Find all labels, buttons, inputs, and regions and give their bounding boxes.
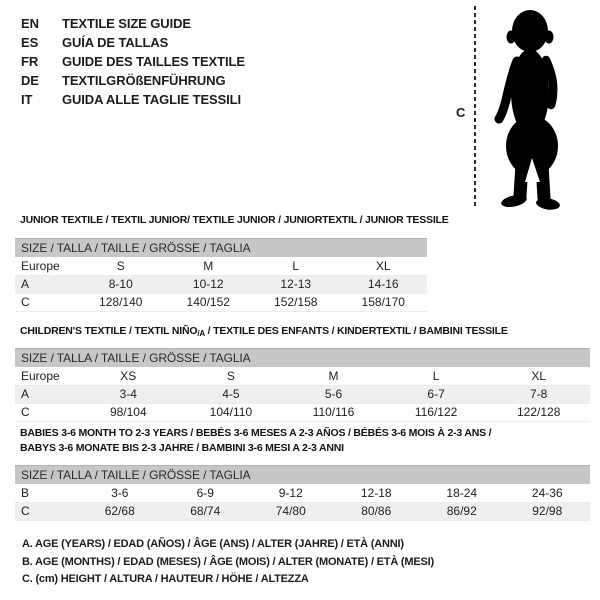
babies-size-table	[15, 465, 590, 521]
children-title-sub: /A	[197, 329, 205, 338]
lang-row-de	[21, 71, 245, 90]
size-cell: S	[77, 257, 165, 275]
legend-line-c: C. (cm) HEIGHT / ALTURA / HAUTEUR / HÖHE / ALTEZZA	[22, 573, 309, 585]
row-label: Europe	[15, 257, 77, 275]
size-cell: M	[282, 367, 385, 385]
lang-label: GUIDA ALLE TAGLIE TESSILI	[62, 92, 242, 107]
size-cell: 6-7	[385, 385, 488, 403]
size-cell: 158/170	[340, 293, 428, 311]
lang-row-es	[21, 33, 245, 52]
language-list	[21, 14, 245, 109]
size-cell: 68/74	[163, 502, 249, 520]
size-cell: 62/68	[77, 502, 163, 520]
row-label: C	[15, 403, 77, 421]
babies-title-line2: BABYS 3-6 MONATE BIS 2-3 JAHRE / BAMBINI 3-6 MESI A 2-3 ANNI	[20, 442, 344, 454]
size-header-bar: SIZE / TALLA / TAILLE / GRÖSSE / TAGLIA	[15, 348, 590, 367]
size-cell: 12-13	[252, 275, 340, 293]
row-label: B	[15, 484, 77, 502]
size-cell: 18-24	[419, 484, 505, 502]
size-cell: M	[165, 257, 253, 275]
size-cell: 3-4	[77, 385, 180, 403]
row-label: A	[15, 385, 77, 403]
size-header-bar: SIZE / TALLA / TAILLE / GRÖSSE / TAGLIA	[15, 238, 427, 257]
babies-title-line1: BABIES 3-6 MONTH TO 2-3 YEARS / BEBÉS 3-6 MESES A 2-3 AÑOS / BÉBÉS 3-6 MOIS À 2-3 ANS /	[20, 427, 492, 439]
children-section-title	[20, 324, 508, 341]
size-cell: 6-9	[163, 484, 249, 502]
size-cell: 14-16	[340, 275, 428, 293]
size-cell: 110/116	[282, 403, 385, 421]
size-cell: S	[180, 367, 283, 385]
lang-code: FR	[21, 54, 39, 69]
table-row	[15, 275, 427, 293]
size-cell: 12-18	[334, 484, 420, 502]
lang-row-it	[21, 90, 245, 109]
lang-label: GUIDE DES TAILLES TEXTILE	[62, 54, 245, 69]
size-cell: 92/98	[505, 502, 591, 520]
lang-code: IT	[21, 92, 33, 107]
table-row	[15, 484, 590, 502]
legend	[22, 536, 434, 589]
size-cell: XL	[487, 367, 590, 385]
babies-section-title	[20, 426, 491, 456]
lang-row-en	[21, 14, 245, 33]
lang-row-fr	[21, 52, 245, 71]
junior-section-title	[20, 213, 449, 228]
size-cell: 128/140	[77, 293, 165, 311]
children-title-post: / TEXTILE DES ENFANTS / KINDERTEXTIL / BAMBINI TESSILE	[204, 325, 508, 337]
row-label: C	[15, 293, 77, 311]
lang-label: TEXTILE SIZE GUIDE	[62, 16, 191, 31]
lang-label: TEXTILGRÖßENFÜHRUNG	[62, 73, 226, 88]
table-row	[15, 403, 590, 421]
size-cell: 4-5	[180, 385, 283, 403]
size-cell: 8-10	[77, 275, 165, 293]
size-cell: L	[252, 257, 340, 275]
size-cell: XS	[77, 367, 180, 385]
lang-code: EN	[21, 16, 39, 31]
height-measure-label: C	[456, 105, 466, 120]
lang-label: GUÍA DE TALLAS	[62, 35, 169, 50]
size-cell: 7-8	[487, 385, 590, 403]
size-cell: 98/104	[77, 403, 180, 421]
lang-code: ES	[21, 35, 39, 50]
size-cell: 9-12	[248, 484, 334, 502]
junior-size-table	[15, 238, 427, 312]
size-cell: 122/128	[487, 403, 590, 421]
row-label: A	[15, 275, 77, 293]
children-size-table	[15, 348, 590, 422]
table-row	[15, 257, 427, 275]
size-cell: L	[385, 367, 488, 385]
table-row	[15, 293, 427, 311]
size-cell: 74/80	[248, 502, 334, 520]
legend-line-b: B. AGE (MONTHS) / EDAD (MESES) / ÂGE (MOIS) / ALTER (MONATE) / ETÀ (MESI)	[22, 555, 434, 568]
size-cell: 104/110	[180, 403, 283, 421]
table-row	[15, 367, 590, 385]
baby-silhouette-icon	[484, 4, 580, 210]
size-header-bar: SIZE / TALLA / TAILLE / GRÖSSE / TAGLIA	[15, 465, 590, 484]
height-measure-line	[474, 6, 476, 206]
size-cell: 24-36	[505, 484, 591, 502]
size-cell: 140/152	[165, 293, 253, 311]
size-cell: 152/158	[252, 293, 340, 311]
lang-code: DE	[21, 73, 39, 88]
junior-title-text: JUNIOR TEXTILE / TEXTIL JUNIOR/ TEXTILE JUNIOR / JUNIORTEXTIL / JUNIOR TESSILE	[20, 214, 449, 226]
size-cell: 116/122	[385, 403, 488, 421]
legend-line-a: A. AGE (YEARS) / EDAD (AÑOS) / ÂGE (ANS) / ALTER (JAHRE) / ETÀ (ANNI)	[22, 538, 404, 550]
size-cell: 3-6	[77, 484, 163, 502]
row-label: Europe	[15, 367, 77, 385]
children-title-pre: CHILDREN'S TEXTILE / TEXTIL NIÑO	[20, 325, 198, 337]
table-row	[15, 502, 590, 520]
size-cell: XL	[340, 257, 428, 275]
size-cell: 86/92	[419, 502, 505, 520]
size-cell: 10-12	[165, 275, 253, 293]
row-label: C	[15, 502, 77, 520]
size-cell: 80/86	[334, 502, 420, 520]
table-row	[15, 385, 590, 403]
size-cell: 5-6	[282, 385, 385, 403]
